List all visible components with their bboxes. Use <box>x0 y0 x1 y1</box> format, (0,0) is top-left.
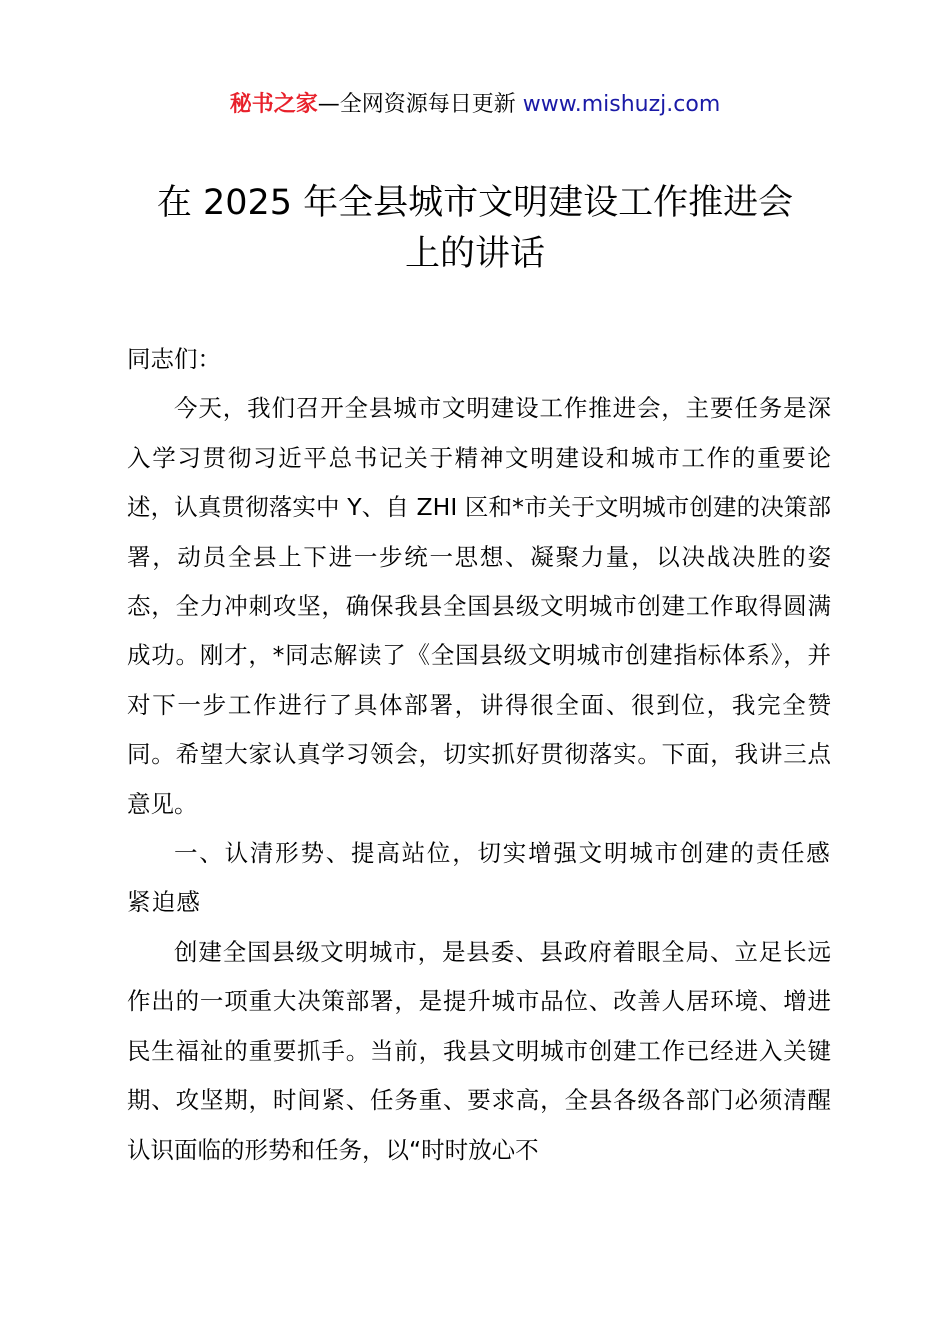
header-tagline: —全网资源每日更新 <box>317 92 516 117</box>
title-line-2: 上的讲话 <box>404 234 545 274</box>
site-header <box>0 88 950 122</box>
brand-name: 秘书之家 <box>229 92 318 117</box>
title-line-1: 在 2025 年全县城市文明建设工作推进会 <box>156 183 794 223</box>
paragraph-intro: 今天，我们召开全县城市文明建设工作推进会，主要任务是深入学习贯彻习近平总书记关于精神文明建设和城市工作的重要论述，认真贯彻落实中 Y、自 ZHI 区和*市关于文明城市创建的决策部署，动员全县上下进一步统一思想、凝聚力量，以决战决胜的姿态，全力冲刺攻坚，确保我县全国县级文明城市创建工作取得圆满成功。刚才，*同志解读了《全国县级文明城市创建指标体系》，并对下一步工作进行了具体部署，讲得很全面、很到位，我完全赞同。希望大家认真学习领会，切实抓好贯彻落实。下面，我讲三点意见。 <box>127 394 831 818</box>
paragraph-section-1: 创建全国县级文明城市，是县委、县政府着眼全局、立足长远作出的一项重大决策部署，是提升城市品位、改善人居环境、增进民生福祉的重要抓手。当前，我县文明城市创建工作已经进入关键期、攻坚期，时间紧、任务重、要求高，全县各级各部门必须清醒认识面临的形势和任务，以“时时放心不 <box>127 937 831 1164</box>
section-heading-1: 一、认清形势、提高站位，切实增强文明城市创建的责任感紧迫感 <box>127 839 831 917</box>
document-title <box>0 178 950 280</box>
document-body <box>127 335 831 1175</box>
salutation: 同志们： <box>127 345 221 373</box>
site-url-link[interactable]: www.mishuzj.com <box>522 92 721 117</box>
